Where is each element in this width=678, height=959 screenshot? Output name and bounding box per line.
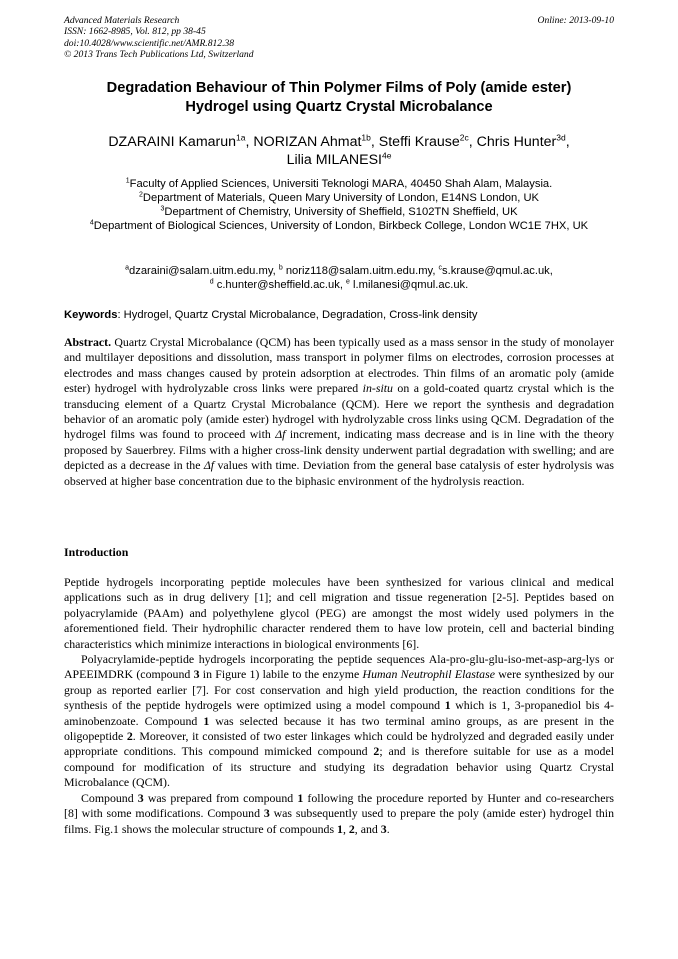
affiliation-sup: 3: [160, 205, 165, 213]
author-sup: 1a: [236, 132, 246, 143]
author-name: NORIZAN Ahmat: [253, 134, 362, 150]
affiliation-text: Faculty of Applied Sciences, Universiti Teknologi MARA, 40450 Shah Alam, Malaysia.: [129, 178, 553, 190]
email-link[interactable]: c.hunter@sheffield.ac.uk,: [213, 279, 347, 292]
issn: ISSN: 1662-8985, Vol. 812, pp 38-45: [64, 26, 206, 38]
author-sup: 1b: [361, 132, 371, 143]
abstract-text: values with time. Deviation from the general base catalysis of ester hydrolysis was observed at higher base concentration due to the biphasic environment of the hydrolysis reaction.: [64, 458, 614, 488]
email-link[interactable]: l.milanesi@qmul.ac.uk.: [349, 279, 469, 292]
email-link[interactable]: s.krause@qmul.ac.uk,: [442, 265, 553, 277]
author-sup: 2c: [459, 132, 469, 143]
author-separator: ,: [245, 134, 254, 150]
abstract-text: increment, indicating mass decrease and is in line with the theory proposed by Sauerbrey. Films with a higher cross-link density underwent partial degradation with swelling; and are depicted as a decrease in the: [64, 427, 614, 473]
affiliation: [64, 219, 614, 233]
email-sup: a: [125, 264, 129, 272]
delta-f-symbol: Δf: [275, 427, 286, 442]
affiliation: [64, 205, 614, 219]
paragraph: Peptide hydrogels incorporating peptide molecules have been synthesized for various clinical and medical applications such as in drug delivery [1]; and cell migration and tissue regeneration [2-5]. Peptides based on polyacrylamide (PAAm) and polyethylene glycol (PEG) are amongst the most widely used polymers in the aforementioned field. Their hydrophilic character rendered them to have low protein, cell and bacterial binding characteristics which minimize interactions in biological environments [6].: [64, 575, 614, 651]
abstract-text: on a gold-coated quartz crystal which is the transducing element of a Quartz Crystal Microbalance (QCM). Here we report the synthesis and degradation behavior of an aromatic poly (amide ester) hydrogel with hydrolyzable cross links using QCM. Degradation of the hydrogel films was found to proceed with: [64, 381, 614, 442]
email-link[interactable]: dzaraini@salam.uitm.edu.my,: [129, 265, 279, 277]
title-line-1: Degradation Behaviour of Thin Polymer Films of Poly (amide ester): [106, 80, 572, 96]
affiliation-sup: 4: [89, 219, 94, 227]
author-name: Lilia MILANESI: [286, 152, 382, 169]
running-header: [64, 15, 614, 61]
journal-name: Advanced Materials Research: [64, 15, 180, 26]
email-sup: c: [438, 264, 443, 272]
author-separator: ,: [370, 134, 379, 150]
author-sup: 3d: [556, 132, 566, 143]
paper-title: [64, 79, 614, 116]
affiliation-text: Department of Materials, Queen Mary University of London, E14NS London, UK: [142, 192, 540, 205]
affiliation: [64, 177, 614, 191]
email-sup: b: [278, 264, 283, 272]
keywords-text: : Hydrogel, Quartz Crystal Microbalance, Degradation, Cross-link density: [117, 309, 478, 321]
affiliation: [64, 191, 614, 205]
doi: doi:10.4028/www.scientific.net/AMR.812.38: [64, 37, 235, 49]
abstract: [64, 335, 614, 489]
email-link[interactable]: noriz118@salam.uitm.edu.my,: [282, 265, 439, 277]
affiliation-text: Department of Chemistry, University of Sheffield, S102TN Sheffield, UK: [164, 206, 518, 219]
keywords-label: Keywords: [64, 309, 118, 321]
title-line-2: Hydrogel using Quartz Crystal Microbalance: [185, 98, 493, 115]
keywords: [64, 308, 614, 322]
author-list: [64, 133, 614, 170]
author-name: Chris Hunter: [476, 134, 557, 150]
paragraph: Polyacrylamide-peptide hydrogels incorporating the peptide sequences Ala-pro-glu-glu-iso-met-asp-arg-lys or APEEIMDRK (compound 3 in Figure 1) labile to the enzyme Human Neutrophil Elastase were synthesized by our group as reported earlier [7]. For cost conservation and high yield production, the reaction conditions for the synthesis of the peptide hydrogels were optimized using a model compound 1 which is 1, 3-propanediol bis 4-aminobenzoate. Compound 1 was selected because it has two terminal amino groups, as are present in the oligopeptide 2. Moreover, it consisted of two ester linkages which could be hydrolyzed and degraded easily under appropriate conditions. This compound mimicked compound 2; and is therefore suitable for use as a model compound for modification of its structure and studying its degradation behavior using Quartz Crystal Microbalance (QCM).: [64, 652, 614, 790]
abstract-text: Quartz Crystal Microbalance (QCM) has been typically used as a mass sensor in the study of monolayer and multilayer depositions and dissolution, mass transport in polymer films on electrodes, corrosion processes at electrodes and mass changes caused by protein adsorption at electrodes. Thin films of an aromatic poly (amide ester) hydrogel with hydrolyzable cross links were prepared: [64, 335, 614, 396]
section-heading-introduction: Introduction: [64, 545, 129, 559]
abstract-label: Abstract.: [64, 335, 112, 349]
copyright: © 2013 Trans Tech Publications Ltd, Switzerland: [64, 49, 254, 61]
delta-f-symbol: Δf: [203, 458, 215, 473]
author-separator: ,: [565, 134, 570, 150]
affiliation-sup: 2: [138, 191, 143, 199]
affiliation-text: Department of Biological Sciences, University of London, Birkbeck College, London WC1E 7HX, UK: [93, 220, 589, 233]
introduction-body: [64, 575, 614, 837]
author-name: Steffi Krause: [378, 134, 460, 150]
email-sup: e: [346, 278, 350, 286]
paragraph: Compound 3 was prepared from compound 1 following the procedure reported by Hunter and co-researchers [8] with some modifications. Compound 3 was subsequently used to prepare the poly (amide ester) hydrogel thin films. Fig.1 shows the molecular structure of compounds 1, 2, and 3.: [64, 790, 615, 836]
abstract-italic: in-situ: [362, 381, 393, 396]
author-emails: [64, 264, 614, 293]
affiliation-sup: 1: [125, 177, 130, 185]
author-separator: ,: [468, 134, 477, 150]
online-date: Online: 2013-09-10: [537, 15, 614, 26]
author-sup: 4e: [381, 150, 392, 161]
affiliations: [64, 177, 614, 233]
author-name: DZARAINI Kamarun: [108, 134, 237, 150]
email-sup: d: [209, 278, 214, 286]
